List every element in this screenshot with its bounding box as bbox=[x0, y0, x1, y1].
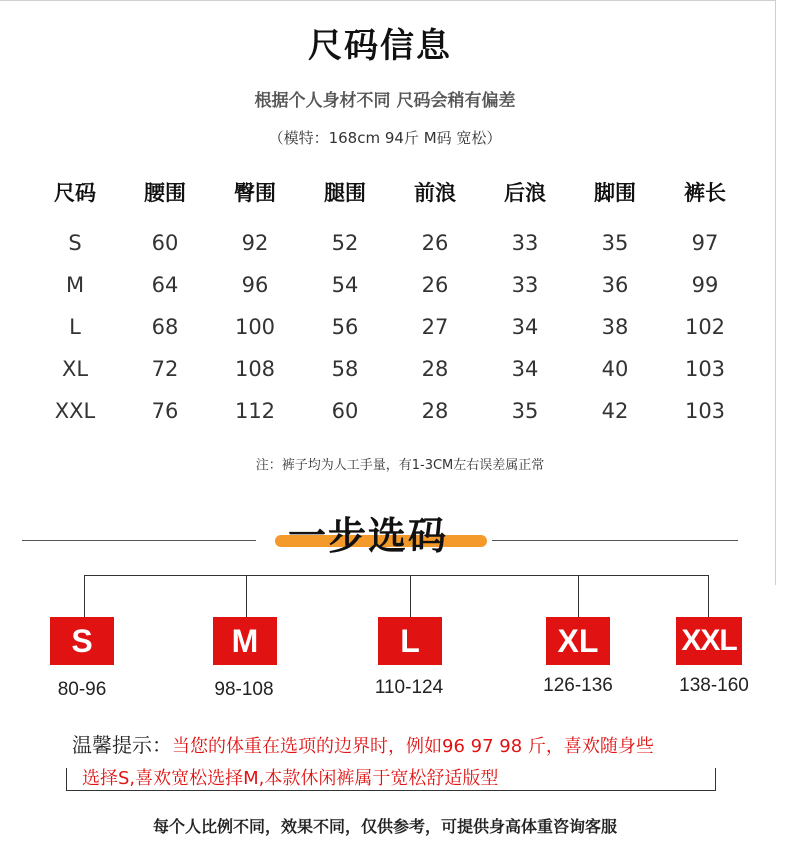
table-cell: XXL bbox=[54, 399, 96, 423]
size-box-xl: XL bbox=[546, 617, 610, 665]
header-cell: 尺码 bbox=[54, 181, 96, 205]
divider-left bbox=[22, 540, 256, 541]
table-cell: 72 bbox=[151, 357, 179, 381]
table-cell: 108 bbox=[234, 357, 276, 381]
selector-connector bbox=[84, 575, 708, 576]
table-cell: 68 bbox=[151, 315, 179, 339]
banner-title: 一步选码 bbox=[288, 514, 449, 558]
connector-s bbox=[84, 575, 85, 618]
table-cell: L bbox=[69, 315, 81, 339]
size-box-xxl: XXL bbox=[676, 617, 742, 665]
header-cell: 裤长 bbox=[684, 181, 726, 205]
table-cell: 27 bbox=[421, 315, 449, 339]
table-cell: 112 bbox=[234, 399, 276, 423]
table-cell: 33 bbox=[511, 231, 539, 255]
weight-range-s: 80-96 bbox=[57, 679, 107, 700]
page-title: 尺码信息 bbox=[308, 26, 452, 66]
header-cell: 腿围 bbox=[324, 181, 366, 205]
header-cell: 前浪 bbox=[414, 181, 456, 205]
table-cell: 28 bbox=[421, 399, 449, 423]
table-cell: 103 bbox=[684, 357, 726, 381]
subtitle: 根据个人身材不同 尺码会稍有偏差 bbox=[254, 91, 516, 111]
connector-xxl bbox=[708, 575, 709, 618]
footer-note: 每个人比例不同，效果不同，仅供参考，可提供身高体重咨询客服 bbox=[152, 817, 617, 836]
table-row bbox=[30, 348, 790, 390]
table-row bbox=[30, 306, 790, 348]
size-box-l: L bbox=[378, 617, 442, 665]
header-cell: 臀围 bbox=[234, 181, 276, 205]
table-cell: 35 bbox=[511, 399, 539, 423]
header-cell: 腰围 bbox=[144, 181, 186, 205]
table-cell: 92 bbox=[241, 231, 269, 255]
connector-m bbox=[246, 575, 247, 618]
weight-range-m: 98-108 bbox=[214, 679, 274, 700]
table-cell: 38 bbox=[601, 315, 629, 339]
table-cell: 52 bbox=[331, 231, 359, 255]
table-cell: 33 bbox=[511, 273, 539, 297]
tip-text-1: 当您的体重在选项的边界时，例如96 97 98 斤，喜欢随身些 bbox=[172, 736, 654, 757]
divider-right bbox=[492, 540, 738, 541]
table-cell: 60 bbox=[331, 399, 359, 423]
header-cell: 脚围 bbox=[594, 181, 636, 205]
model-info: （模特：168cm 94斤 M码 宽松） bbox=[268, 129, 502, 147]
header-cell: 后浪 bbox=[504, 181, 546, 205]
table-row bbox=[30, 222, 790, 264]
table-cell: 34 bbox=[511, 357, 539, 381]
weight-range-l: 110-124 bbox=[374, 677, 444, 698]
table-cell: XL bbox=[61, 357, 89, 381]
table-cell: 35 bbox=[601, 231, 629, 255]
table-cell: 64 bbox=[151, 273, 179, 297]
weight-range-xxl: 138-160 bbox=[679, 675, 749, 696]
table-cell: 58 bbox=[331, 357, 359, 381]
tip-label: 温馨提示： bbox=[72, 733, 172, 757]
table-cell: 97 bbox=[691, 231, 719, 255]
table-row bbox=[30, 264, 790, 306]
table-cell: 42 bbox=[601, 399, 629, 423]
size-box-m: M bbox=[213, 617, 277, 665]
weight-range-xl: 126-136 bbox=[543, 675, 613, 696]
table-cell: M bbox=[65, 273, 85, 297]
table-cell: 28 bbox=[421, 357, 449, 381]
table-cell: 26 bbox=[421, 273, 449, 297]
table-cell: 96 bbox=[241, 273, 269, 297]
tip-line-1 bbox=[72, 729, 772, 763]
table-header-row bbox=[30, 170, 790, 214]
connector-xl bbox=[578, 575, 579, 618]
measurement-note: 注：裤子均为人工手量，有1-3CM左右误差属正常 bbox=[255, 458, 545, 473]
warm-tip bbox=[72, 729, 772, 795]
table-cell: 103 bbox=[684, 399, 726, 423]
table-cell: 40 bbox=[601, 357, 629, 381]
connector-l bbox=[410, 575, 411, 618]
table-cell: 60 bbox=[151, 231, 179, 255]
table-cell: 76 bbox=[151, 399, 179, 423]
size-table bbox=[30, 170, 790, 432]
table-cell: 56 bbox=[331, 315, 359, 339]
tip-text-2: 选择S,喜欢宽松选择M,本款休闲裤属于宽松舒适版型 bbox=[82, 768, 499, 789]
table-row bbox=[30, 390, 790, 432]
table-cell: S bbox=[68, 231, 82, 255]
table-cell: 36 bbox=[601, 273, 629, 297]
table-cell: 102 bbox=[684, 315, 726, 339]
table-cell: 34 bbox=[511, 315, 539, 339]
table-cell: 26 bbox=[421, 231, 449, 255]
table-cell: 99 bbox=[691, 273, 719, 297]
table-cell: 54 bbox=[331, 273, 359, 297]
size-box-s: S bbox=[50, 617, 114, 665]
table-cell: 100 bbox=[234, 315, 276, 339]
